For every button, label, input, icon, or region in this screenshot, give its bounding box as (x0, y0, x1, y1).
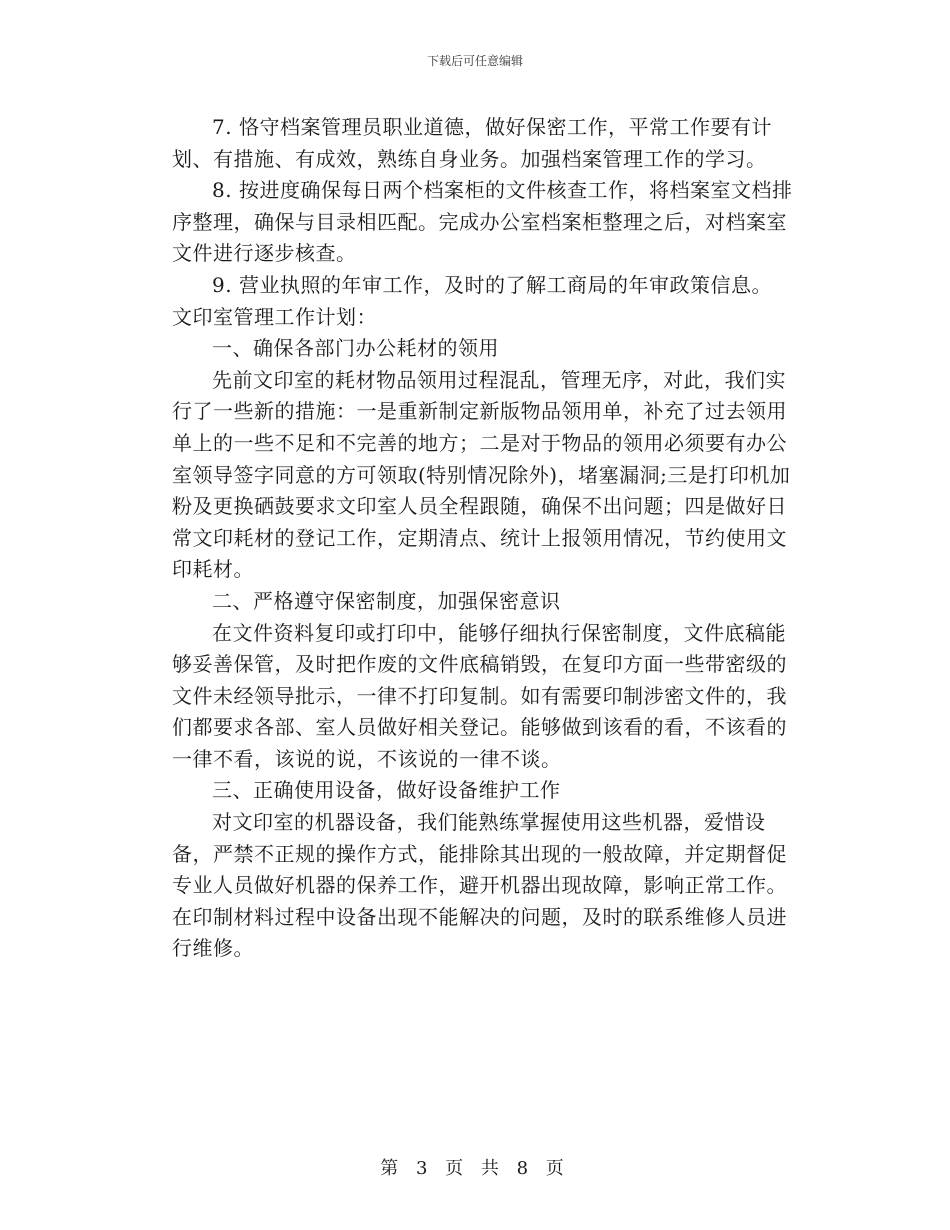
paragraph-item-9: 9. 营业执照的年审工作，及时的了解工商局的年审政策信息。 文印室管理工作计划： (172, 272, 772, 329)
section-body-1: 先前文印室的耗材物品领用过程混乱，管理无序，对此，我们实行了一些新的措施：一是重新制定新版物品领用单，补充了过去领用单上的一些不足和不完善的地方；二是对于物品的领用必须要有办公室领导签字同意的方可领取(特别情况除外)，堵塞漏洞;三是打印机加粉及更换硒鼓要求文印室人员全程跟随，确保不出问题；四是做好日常文印耗材的登记工作，定期清点、统计上报领用情况，节约使用文印耗材。 (172, 367, 791, 582)
section-heading-3: 三、正确使用设备，做好设备维护工作 (212, 778, 561, 803)
page-footer: 第 3 页 共 8 页 (380, 1158, 570, 1179)
document-body (172, 112, 797, 965)
section-heading-2: 二、严格遵守保密制度，加强保密意识 (212, 588, 561, 613)
paragraph-item-7: 7. 恪守档案管理员职业道德，做好保密工作，平常工作要有计划、有措施、有成效，熟练自身业务。加强档案管理工作的学习。 (172, 115, 772, 171)
page-header: 下载后可任意编辑 (426, 54, 523, 68)
section-heading-1: 一、确保各部门办公耗材的领用 (212, 336, 499, 361)
section-body-3: 对文印室的机器设备，我们能熟练掌握使用这些机器，爱惜设备，严禁不正规的操作方式，能排除其出现的一般故障，并定期督促专业人员做好机器的保养工作，避开机器出现故障，影响正常工作。在印制材料过程中设备出现不能解决的问题，及时的联系维修人员进行维修。 (172, 810, 787, 961)
paragraph-item-8: 8. 按进度确保每日两个档案柜的文件核查工作，将档案室文档排序整理，确保与目录相匹配。完成办公室档案柜整理之后，对档案室文件进行逐步核查。 (172, 178, 793, 266)
section-body-2: 在文件资料复印或打印中，能够仔细执行保密制度，文件底稿能够妥善保管，及时把作废的文件底稿销毁，在复印方面一些带密级的文件未经领导批示，一律不打印复制。如有需要印制涉密文件的，我们都要求各部、室人员做好相关登记。能够做到该看的看，不该看的一律不看，该说的说，不该说的一律不谈。 (172, 620, 787, 771)
